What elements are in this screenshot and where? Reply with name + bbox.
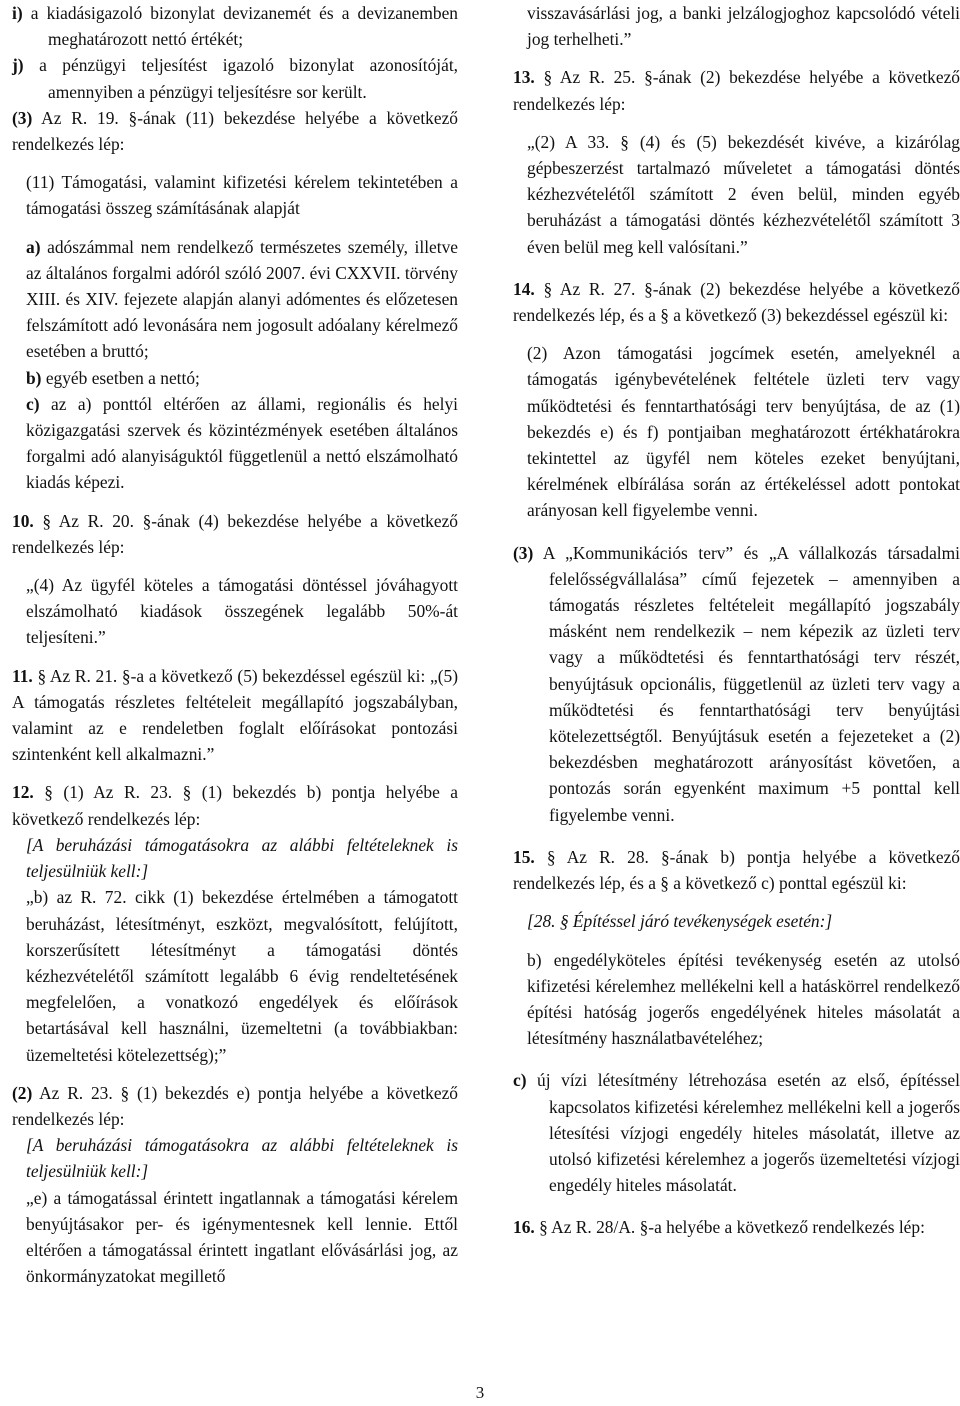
item-label: (3) <box>12 107 33 128</box>
section-heading <box>513 844 960 896</box>
section-heading <box>513 1214 960 1240</box>
item-label: j) <box>12 55 24 76</box>
paragraph-text: a pénzügyi teljesítést igazoló bizonylat azonosítóját, amennyiben a pénzügyi teljesítésre sor került. <box>23 55 458 102</box>
section-heading <box>12 508 458 560</box>
quoted-amendment: „e) a támogatással érintett ingatlannak a támogatási kérelem benyújtásakor per- és igénymentesnek kell lennie. Ettől eltérően a támogatással érintett ingatlant elővásárlási jog, az önkormányzatokat megillető <box>26 1187 458 1287</box>
section-number: 13. <box>513 67 535 88</box>
page-number: 3 <box>475 1383 485 1402</box>
section-number: 15. <box>513 846 535 867</box>
paragraph <box>12 1080 458 1132</box>
item-label: a) <box>26 236 41 257</box>
paragraph <box>513 1067 960 1198</box>
paragraph-text: § Az R. 21. §-a a következő (5) bekezdéssel egészül ki: „(5) A támogatás részletes feltételeit megállapító jogszabályban, valamint az e rendeletben foglalt előírásokat pontozási szintenként kell alkalmazni.” <box>12 665 458 765</box>
paragraph-text: § Az R. 25. §-ának (2) bekezdése helyébe a következő rendelkezés lép: <box>513 67 960 114</box>
context-italic: [28. § Építéssel járó tevékenységek esetén:] <box>527 911 833 932</box>
paragraph-text: egyéb esetben a nettó; <box>41 367 200 388</box>
quoted-amendment: (2) Azon támogatási jogcímek esetén, amelyeknél a támogatás igénybevételének feltétele üzleti terv vagy működtetési és fenntarthatósági terv benyújtása, de az (1) bekezdés e) és f) pontjaiban meghatározott értékhatárokra tekintettel az ügyfél nem köteles ezeket benyújtani, kérelmének elbírálása során az értékeléssel adott pontokat arányosan kell figyelembe venni. <box>527 343 960 521</box>
paragraph-text: új vízi létesítmény létrehozása esetén az első, építéssel kapcsolatos kifizetési kérelemhez mellékelni kell a jogerős létesítési vízjogi engedély hiteles másolatát, illetve az utolsó kifizetési kérelemhez a jogerős üzemeltetési vízjogi engedély hiteles másolatát. <box>526 1070 960 1196</box>
paragraph-text: § Az R. 27. §-ának (2) bekezdése helyébe a következő rendelkezés lép, és a § a következő (3) bekezdéssel egészül ki: <box>513 278 960 326</box>
quoted-amendment: „(4) Az ügyfél köteles a támogatási döntéssel jóváhagyott elszámolható kiadások összegének legalább 50%-át teljesíteni.” <box>26 575 458 648</box>
quoted-amendment: visszavásárlási jog, a banki jelzálogjoghoz kapcsolódó vételi jog terhelheti.” <box>527 3 960 50</box>
section-heading <box>513 64 960 116</box>
item-label: b) <box>26 367 42 388</box>
section-number: 16. <box>513 1217 535 1238</box>
paragraph-text: Az R. 23. § (1) bekezdés e) pontja helyébe a következő rendelkezés lép: <box>12 1082 458 1129</box>
item-label: i) <box>12 3 23 23</box>
paragraph <box>12 391 458 496</box>
paragraph-text: § Az R. 28. §-ának b) pontja helyébe a következő rendelkezés lép, és a § a következő c) ponttal egészül ki: <box>513 846 960 894</box>
item-label: c) <box>513 1070 527 1091</box>
paragraph-text: § Az R. 28/A. §-a helyébe a következő rendelkezés lép: <box>534 1217 925 1238</box>
section-heading <box>12 663 458 768</box>
section-number: 12. <box>12 782 34 803</box>
item-label: (3) <box>513 542 534 563</box>
paragraph-text: adószámmal nem rendelkező természetes személy, illetve az általános forgalmi adóról szóló 2007. évi CXXVII. törvény XIII. és XIV. fejezete alapján alanyi adómentes és előzetesen felszámított adó levonására nem jogosult adóalany kérelmező esetében a bruttó; <box>26 236 458 362</box>
context-italic: [A beruházási támogatásokra az alábbi feltételeknek is teljesülniük kell:] <box>26 1135 458 1182</box>
paragraph-text: § (1) Az R. 23. § (1) bekezdés b) pontja helyébe a következő rendelkezés lép: <box>12 782 458 829</box>
paragraph <box>12 0 458 52</box>
section-number: 14. <box>513 278 535 299</box>
quoted-amendment: „(2) A 33. § (4) és (5) bekezdését kivéve, a kizárólag gépbeszerzést tartalmazó műveletet a támogatási döntés kézhezvételétől számított 2 éven belül, minden egyéb beruházást a támogatási döntés kézhezvételétől számított 3 éven belül meg kell valósítani.” <box>527 131 960 257</box>
paragraph-text: az a) ponttól eltérően az állami, regionális és helyi közigazgatási szervek és közintézmények esetében általános forgalmi adó alanyiságuktól függetlenül a nettó elszámolható kiadás képezi. <box>26 393 458 493</box>
paragraph <box>12 52 458 104</box>
section-heading <box>513 276 960 328</box>
quoted-amendment: b) engedélyköteles építési tevékenység esetén az utolsó kifizetési kérelemhez mellékelni kell a hatáskörrel rendelkező építési hatóság jogerős engedélyének hiteles másolatát a létesítmény használatbavételéhez; <box>527 949 960 1049</box>
paragraph-text: a kiadásigazoló bizonylat devizanemét és a devizanemben meghatározott nettó értékét; <box>22 3 458 50</box>
paragraph <box>12 365 458 391</box>
item-label: (2) <box>12 1082 33 1103</box>
paragraph <box>513 540 960 828</box>
paragraph-text: Az R. 19. §-ának (11) bekezdése helyébe a következő rendelkezés lép: <box>12 107 458 155</box>
item-label: c) <box>26 393 40 414</box>
paragraph-text: A „Kommunikációs terv” és „A vállalkozás társadalmi felelősségvállalása” című fejezetek – amennyiben a támogatás részletes feltételeit megállapító jogszabály másként nem rendelkezik – nem képezik az üzleti terv vagy a működtetési és fenntarthatósági terv részét, benyújtásuk opcionális, függetlenül az üzleti terv vagy a működtetési és fenntarthatósági terv benyújtási kötelezettségtől. Benyújtásuk esetén a fejezeteket a (2) bekezdésben meghatározott arányosítást követően, a pontozás során egyenként maximum +5 ponttal kell figyelembe venni. <box>533 542 960 825</box>
paragraph: (11) Támogatási, valamint kifizetési kérelem tekintetében a támogatási összeg számításának alapját <box>26 172 458 219</box>
left-column <box>12 0 458 1289</box>
right-column <box>513 0 960 1241</box>
paragraph-text: § Az R. 20. §-ának (4) bekezdése helyébe a következő rendelkezés lép: <box>12 510 458 557</box>
context-italic: [A beruházási támogatásokra az alábbi feltételeknek is teljesülniük kell:] <box>26 834 458 882</box>
section-number: 11. <box>12 665 33 686</box>
quoted-amendment: „b) az R. 72. cikk (1) bekezdése értelmében a támogatott beruházást, létesítményt, eszközt, megvalósított, felújított, korszerűsített létesítményt a támogatási döntés kézhezvételétől számított legalább 6 évig rendeltetésének megfelelően, a vonatkozó engedélyek és előírások betartásával kell használni, üzemeltetni (a továbbiakban: üzemeltetési kötelezettség);” <box>26 887 458 1065</box>
paragraph <box>12 234 458 365</box>
section-heading <box>12 779 458 831</box>
section-number: 10. <box>12 510 34 531</box>
paragraph <box>12 105 458 157</box>
